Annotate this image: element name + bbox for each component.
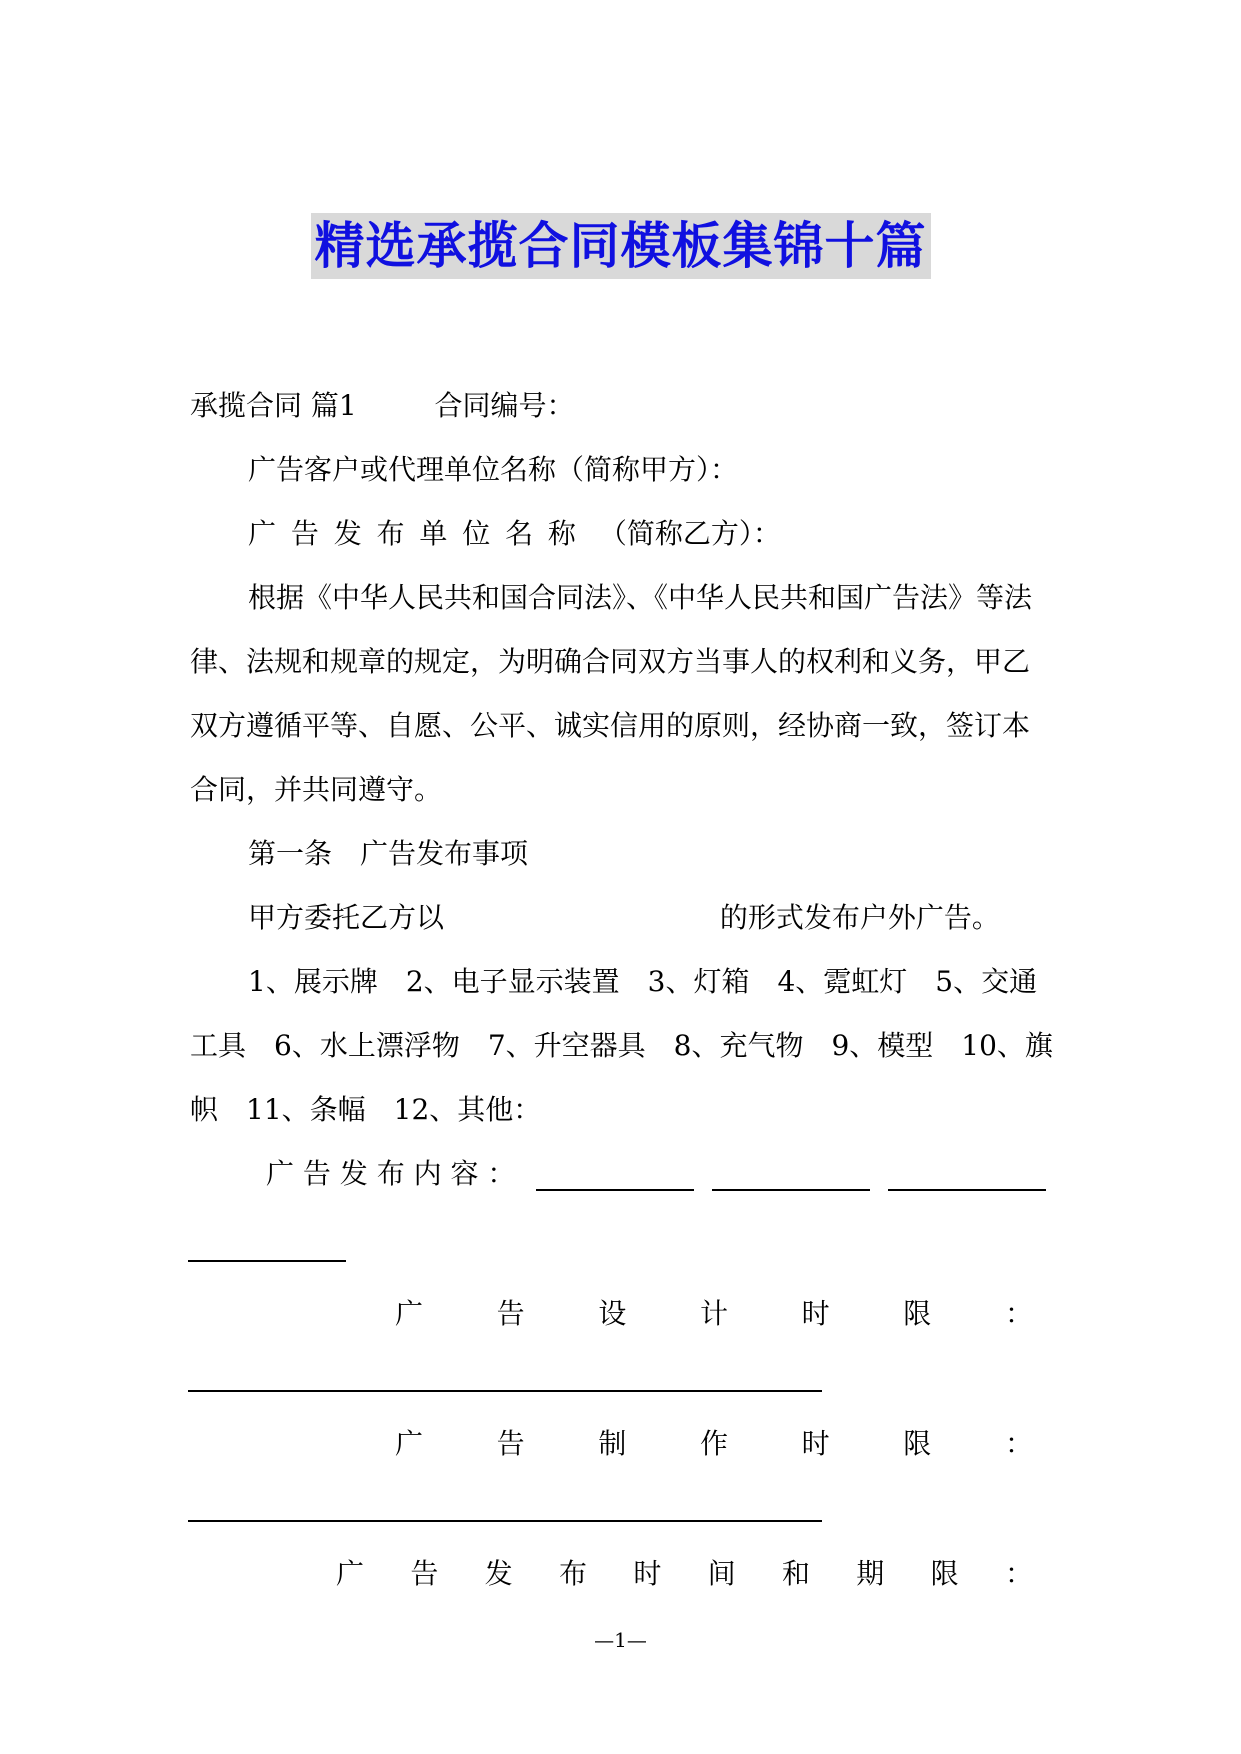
party-b-char: 称 <box>547 517 576 550</box>
party-a-line: 广告客户或代理单位名称（简称甲方）： <box>248 453 739 486</box>
blank-underline <box>536 1189 694 1191</box>
production-char: 广 <box>395 1427 424 1460</box>
paragraph-line: 双方遵循平等、自愿、公平、诚实信用的原则，经协商一致，签订本 <box>190 709 1031 742</box>
party-b-char: 布 <box>376 517 405 550</box>
document-title: 精选承揽合同模板集锦十篇 <box>311 213 931 279</box>
design-char: ： <box>1004 1297 1033 1330</box>
party-b-char: 名 <box>505 517 534 550</box>
production-char: 时 <box>801 1427 830 1460</box>
options-line: 1、展示牌 2、电子显示装置 3、灯箱 4、霓虹灯 5、交通 <box>248 965 1038 998</box>
publish-char: 间 <box>707 1557 736 1590</box>
design-char: 广 <box>395 1297 424 1330</box>
production-char: 告 <box>496 1427 525 1460</box>
design-char: 设 <box>598 1297 627 1330</box>
paragraph-line: 根据《中华人民共和国合同法》、《中华人民共和国广告法》等法 <box>248 581 1033 614</box>
contract-heading: 承揽合同 篇1 <box>190 389 357 422</box>
design-char: 时 <box>801 1297 830 1330</box>
options-line: 工具 6、水上漂浮物 7、升空器具 8、充气物 9、模型 10、旗 <box>190 1029 1053 1062</box>
publish-char: ： <box>1004 1557 1033 1590</box>
publish-char: 告 <box>410 1557 439 1590</box>
party-b-char: 发 <box>333 517 362 550</box>
design-char: 告 <box>496 1297 525 1330</box>
publish-char: 广 <box>336 1557 365 1590</box>
production-time-line <box>395 1424 1033 1464</box>
content-label: 广 告 发 布 内 容 ： <box>266 1157 516 1190</box>
production-char: ： <box>1004 1427 1033 1460</box>
production-char: 限 <box>903 1427 932 1460</box>
blank-underline <box>188 1260 346 1262</box>
design-char: 限 <box>903 1297 932 1330</box>
entrust-right: 的形式发布户外广告。 <box>719 901 1000 934</box>
publish-char: 期 <box>856 1557 885 1590</box>
party-b-suffix: （简称乙方）： <box>598 517 781 550</box>
publish-time-line <box>336 1554 1033 1594</box>
entrust-line <box>248 898 1060 938</box>
party-b-char: 单 <box>419 517 448 550</box>
party-b-char: 告 <box>290 517 319 550</box>
paragraph-line: 律、法规和规章的规定，为明确合同双方当事人的权利和义务，甲乙 <box>190 645 1031 678</box>
article-heading: 第一条 广告发布事项 <box>248 837 529 870</box>
design-char: 计 <box>699 1297 728 1330</box>
entrust-left: 甲方委托乙方以 <box>248 901 445 934</box>
publish-char: 限 <box>930 1557 959 1590</box>
publish-char: 布 <box>558 1557 587 1590</box>
title-container <box>0 213 1241 279</box>
paragraph-line: 合同，并共同遵守。 <box>190 773 443 806</box>
page-number: —1— <box>594 1628 647 1652</box>
publish-char: 和 <box>781 1557 810 1590</box>
party-b-char: 位 <box>462 517 491 550</box>
publish-char: 发 <box>484 1557 513 1590</box>
blank-underline <box>712 1189 870 1191</box>
party-b-line <box>248 514 781 554</box>
design-time-line <box>395 1294 1033 1334</box>
blank-underline <box>188 1520 822 1522</box>
party-b-char: 广 <box>248 517 277 550</box>
production-char: 作 <box>699 1427 728 1460</box>
options-line: 帜 11、条幅 12、其他： <box>190 1093 542 1126</box>
blank-underline <box>188 1390 822 1392</box>
publish-char: 时 <box>633 1557 662 1590</box>
blank-underline <box>888 1189 1046 1191</box>
contract-header <box>190 386 1060 426</box>
production-char: 制 <box>598 1427 627 1460</box>
contract-number-label: 合同编号： <box>434 389 575 422</box>
